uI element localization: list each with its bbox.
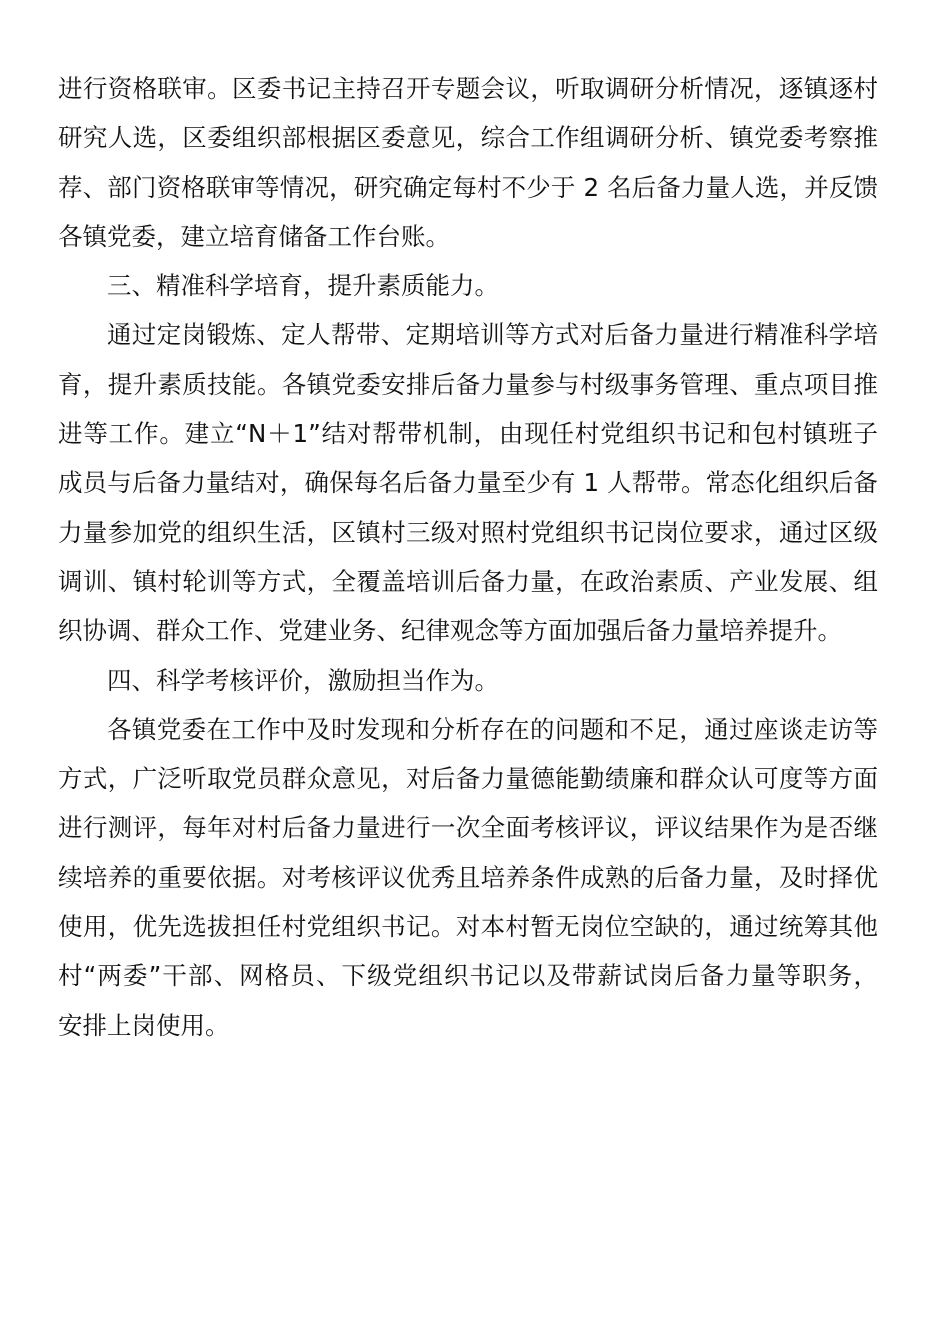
text-line: 调训、镇村轮训等方式，全覆盖培训后备力量，在政治素质、产业发展、组 — [58, 566, 878, 596]
text-line: 方式，广泛听取党员群众意见，对后备力量德能勤绩廉和群众认可度等方面 — [58, 764, 878, 794]
text-line: 进行资格联审。区委书记主持召开专题会议，听取调研分析情况，逐镇逐村 — [58, 74, 878, 103]
text-line: 安排上岗使用。 — [58, 1010, 230, 1040]
text-line: 成员与后备力量结对，确保每名后备力量至少有 1 人帮带。常态化组织后备 — [58, 468, 878, 498]
text-line: 织协调、群众工作、党建业务、纪律观念等方面加强后备力量培养提升。 — [58, 616, 842, 646]
text-line: 村“两委”干部、网格员、下级党组织书记以及带薪试岗后备力量等职务， — [58, 961, 878, 991]
paragraph-qualification-review — [58, 64, 878, 261]
section-heading-3: 三、精准科学培育，提升素质能力。 — [107, 271, 499, 301]
paragraph-training — [58, 310, 878, 655]
text-line: 通过定岗锻炼、定人帮带、定期培训等方式对后备力量进行精准科学培 — [107, 320, 878, 350]
text-line: 续培养的重要依据。对考核评议优秀且培养条件成熟的后备力量，及时择优 — [58, 862, 878, 892]
text-line: 各镇党委，建立培育储备工作台账。 — [58, 221, 450, 251]
text-line: 力量参加党的组织生活，区镇村三级对照村党组织书记岗位要求，通过区级 — [58, 517, 878, 547]
text-line: 研究人选，区委组织部根据区委意见，综合工作组调研分析、镇党委考察推 — [58, 123, 878, 153]
document-page — [58, 64, 878, 1050]
section-heading-4: 四、科学考核评价，激励担当作为。 — [107, 665, 499, 695]
paragraph-evaluation — [58, 705, 878, 1050]
text-line: 进等工作。建立“N＋1”结对帮带机制，由现任村党组织书记和包村镇班子 — [58, 419, 878, 449]
text-line: 进行测评，每年对村后备力量进行一次全面考核评议，评议结果作为是否继 — [58, 813, 878, 843]
text-line: 各镇党委在工作中及时发现和分析存在的问题和不足，通过座谈走访等 — [107, 714, 878, 744]
text-line: 育，提升素质技能。各镇党委安排后备力量参与村级事务管理、重点项目推 — [58, 369, 878, 399]
text-line: 使用，优先选拔担任村党组织书记。对本村暂无岗位空缺的，通过统筹其他 — [58, 912, 878, 942]
text-line: 荐、部门资格联审等情况，研究确定每村不少于 2 名后备力量人选，并反馈 — [58, 172, 878, 202]
